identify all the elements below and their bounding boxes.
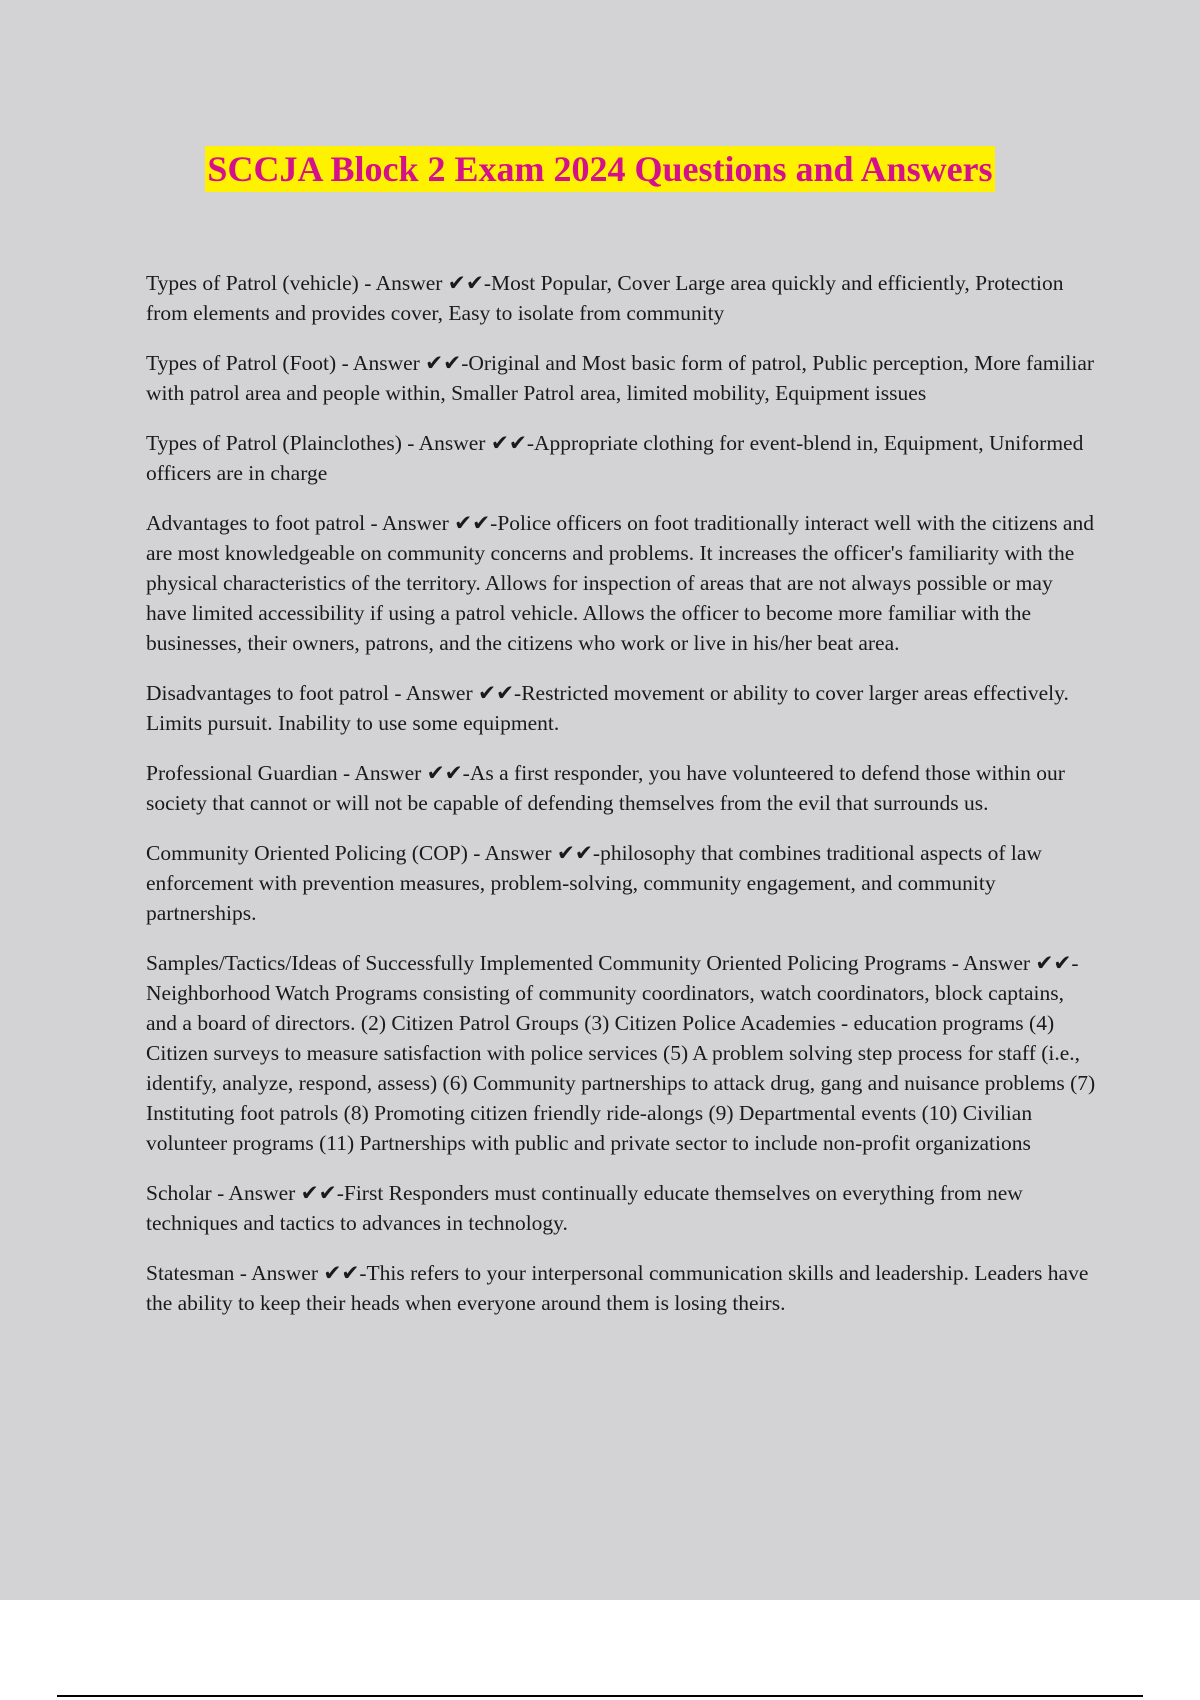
qa-term: Types of Patrol (vehicle) — [146, 271, 359, 295]
answer-marker: Answer ✔✔- — [405, 681, 522, 705]
answer-marker: Answer ✔✔- — [963, 951, 1079, 975]
answer-marker: Answer ✔✔- — [228, 1181, 344, 1205]
qa-term: Disadvantages to foot patrol — [146, 681, 390, 705]
answer-marker: Answer ✔✔- — [381, 511, 498, 535]
qa-item: Scholar - Answer ✔✔-First Responders must continually educate themselves on everything from new techniques and tactics to advances in technology. — [146, 1181, 1023, 1235]
document-title: SCCJA Block 2 Exam 2024 Questions and Answers — [205, 146, 994, 192]
qa-term: Community Oriented Policing (COP) — [146, 841, 468, 865]
qa-item: Advantages to foot patrol - Answer ✔✔-Police officers on foot traditionally interact well with the citizens and are most knowledgeable on community concerns and problems. It increases the officer's familiarity with the physical characteristics of the territory. Allows for inspection of areas that are not always possible or may have limited accessibility if using a patrol vehicle. Allows the officer to become more familiar with the businesses, their owners, patrons, and the citizens who work or live in his/her beat area. — [146, 511, 1094, 655]
qa-term: Professional Guardian — [146, 761, 338, 785]
qa-answer: Original and Most basic form of patrol, Public perception, More familiar with patrol area and people within, Smaller Patrol area, limited mobility, Equipment issues — [146, 351, 1095, 405]
qa-item: Types of Patrol (Plainclothes) - Answer ✔✔-Appropriate clothing for event-blend in, Equipment, Uniformed officers are in charge — [146, 431, 1084, 485]
qa-answer: Appropriate clothing for event-blend in, Equipment, Uniformed officers are in charge — [146, 431, 1084, 485]
qa-item: Professional Guardian - Answer ✔✔-As a first responder, you have volunteered to defend those within our society that cannot or will not be capable of defending themselves from the evil that surrounds us. — [146, 761, 1065, 815]
qa-answer: Police officers on foot traditionally interact well with the citizens and are most knowledgeable on community concerns and problems. It increases the officer's familiarity with the physical characteristics of the territory. Allows for inspection of areas that are not always possible or may have limited accessibility if using a patrol vehicle. Allows the officer to become more familiar with the businesses, their owners, patrons, and the citizens who work or live in his/her beat area. — [146, 511, 1094, 655]
qa-answer: First Responders must continually educate themselves on everything from new techniques and tactics to advances in technology. — [146, 1181, 1023, 1235]
qa-answer: Neighborhood Watch Programs consisting of community coordinators, watch coordinators, block captains, and a board of directors. (2) Citizen Patrol Groups (3) Citizen Police Academies - education programs (4) Citizen surveys to measure satisfaction with police services (5) A problem solving step process for staff (i.e., identify, analyze, respond, assess) (6) Community partnerships to attack drug, gang and nuisance problems (7) Instituting foot patrols (8) Promoting citizen friendly ride-alongs (9) Departmental events (10) Civilian volunteer programs (11) Partnerships with public and private sector to include non-profit organizations — [146, 981, 1096, 1155]
answer-marker: Answer ✔✔- — [352, 351, 469, 375]
answer-marker: Answer ✔✔- — [354, 761, 470, 785]
footer-divider — [57, 1695, 1143, 1697]
answer-marker: Answer ✔✔- — [375, 271, 491, 295]
answer-marker: Answer ✔✔- — [418, 431, 535, 455]
qa-item: Samples/Tactics/Ideas of Successfully Implemented Community Oriented Policing Programs - Answer ✔✔-Neighborhood Watch Programs consisting of community coordinators, watch coordinators, block captains, and a board of directors. (2) Citizen Patrol Groups (3) Citizen Police Academies - education programs (4) Citizen surveys to measure satisfaction with police services (5) A problem solving step process for staff (i.e., identify, analyze, respond, assess) (6) Community partnerships to attack drug, gang and nuisance problems (7) Instituting foot patrols (8) Promoting citizen friendly ride-alongs (9) Departmental events (10) Civilian volunteer programs (11) Partnerships with public and private sector to include non-profit organizations — [146, 951, 1096, 1155]
qa-term: Advantages to foot patrol — [146, 511, 366, 535]
answer-marker: Answer ✔✔- — [484, 841, 601, 865]
qa-answer: As a first responder, you have volunteered to defend those within our society that cannot or will not be capable of defending themselves from the evil that surrounds us. — [146, 761, 1065, 815]
qa-answer: Most Popular, Cover Large area quickly and efficiently, Protection from elements and provides cover, Easy to isolate from community — [146, 271, 1064, 325]
qa-term: Statesman — [146, 1261, 235, 1285]
qa-term: Scholar — [146, 1181, 212, 1205]
qa-item: Statesman - Answer ✔✔-This refers to your interpersonal communication skills and leadership. Leaders have the ability to keep their heads when everyone around them is losing theirs. — [146, 1261, 1089, 1315]
qa-item: Disadvantages to foot patrol - Answer ✔✔-Restricted movement or ability to cover larger areas effectively. Limits pursuit. Inability to use some equipment. — [146, 681, 1069, 735]
qa-item: Community Oriented Policing (COP) - Answer ✔✔-philosophy that combines traditional aspects of law enforcement with prevention measures, problem-solving, community engagement, and community partnerships. — [146, 841, 1042, 925]
qa-list — [146, 268, 1096, 1338]
qa-answer: Restricted movement or ability to cover larger areas effectively. Limits pursuit. Inability to use some equipment. — [146, 681, 1069, 735]
qa-term: Types of Patrol (Plainclothes) — [146, 431, 402, 455]
qa-answer: This refers to your interpersonal communication skills and leadership. Leaders have the ability to keep their heads when everyone around them is losing theirs. — [146, 1261, 1089, 1315]
answer-marker: Answer ✔✔- — [251, 1261, 367, 1285]
qa-item: Types of Patrol (Foot) - Answer ✔✔-Original and Most basic form of patrol, Public perception, More familiar with patrol area and people within, Smaller Patrol area, limited mobility, Equipment issues — [146, 351, 1095, 405]
qa-term: Samples/Tactics/Ideas of Successfully Implemented Community Oriented Policing Programs — [146, 951, 947, 975]
qa-answer: philosophy that combines traditional aspects of law enforcement with prevention measures, problem-solving, community engagement, and community partnerships. — [146, 841, 1042, 925]
qa-item: Types of Patrol (vehicle) - Answer ✔✔-Most Popular, Cover Large area quickly and efficiently, Protection from elements and provides cover, Easy to isolate from community — [146, 271, 1064, 325]
title-container — [0, 146, 1200, 192]
qa-term: Types of Patrol (Foot) — [146, 351, 337, 375]
